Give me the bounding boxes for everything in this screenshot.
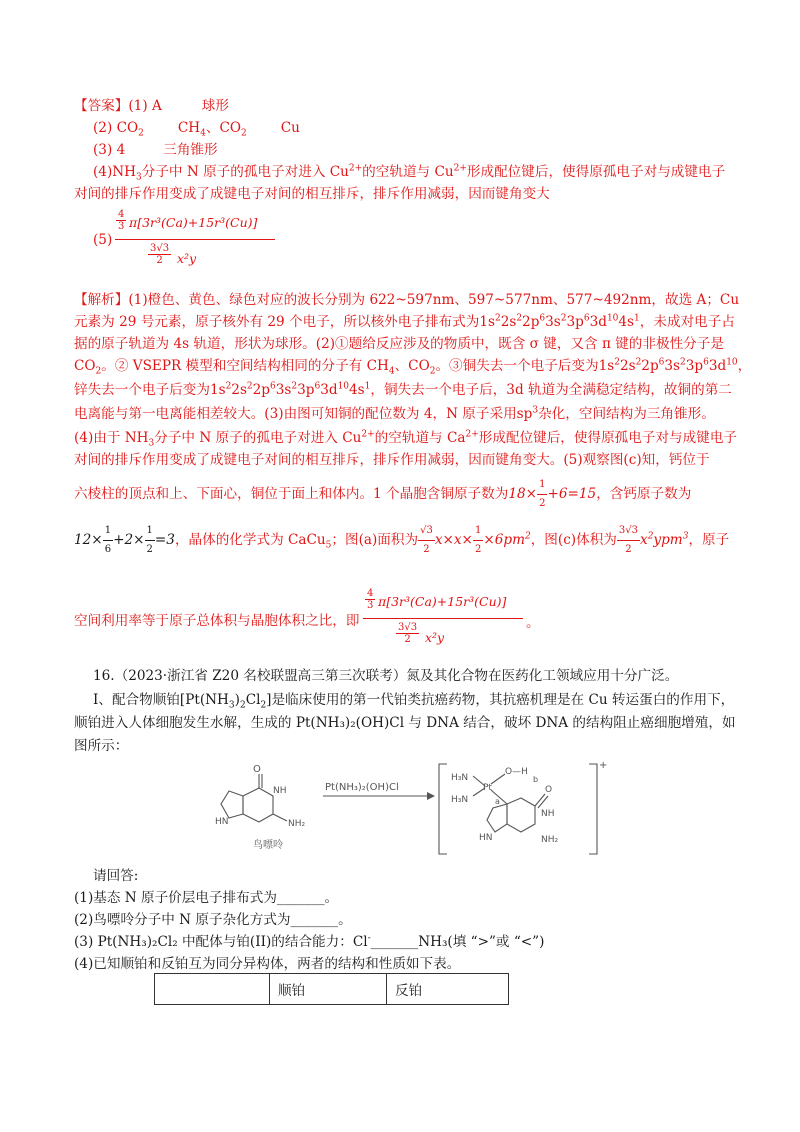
- answer-q4-p4: 形成配位键后，使得原孤电子对与成键电子: [466, 164, 726, 180]
- analysis-l3: 据的原子轨道为 4s 轨道，形状为球形。(2)①题给反应涉及的物质中，既含 σ 键，又含 π 键的非极性分子是: [74, 336, 724, 352]
- question16-s1-text: (1)基态 N 原子价层电子排布式为_______。: [74, 890, 339, 906]
- answer-q3-b: 三角锥形: [163, 142, 218, 158]
- svg-text:H₃N: H₃N: [451, 773, 469, 783]
- analysis-l8: 对间的排斥作用变成了成键电子对间的相互排斥，排斥作用减弱，因而键角变大。(5)观察图(c)知，钙位于: [74, 452, 710, 468]
- answer-q4-p2: 分子中 N 原子的孤电子对进入 Cu: [141, 164, 349, 180]
- analysis-ratio-denominator: x²y: [425, 630, 445, 645]
- question16-title-text: 16.（2023·浙江省 Z20 名校联盟高三第三次联考）氮及其化合物在医药化工领域应用十分广泛。: [93, 668, 679, 684]
- analysis-l4b: 。② VSEPR 模型和空间结构相同的分子有 CH: [101, 358, 389, 374]
- four-thirds-2: $\frac{4}{3}$: [367, 588, 374, 611]
- analysis-ratio-formula: [363, 584, 553, 654]
- answer-q5-label: (5): [93, 232, 113, 248]
- question16-p1b: ): [234, 692, 240, 708]
- analysis-l4d: 。③铜失去一个电子后变为: [435, 358, 599, 374]
- analysis-l1: (1)橙色、黄色、绿色对应的波长分别为 622~597nm、597~577nm、577~492nm，故选 A；Cu: [128, 292, 740, 308]
- left-bracket-icon: [439, 764, 447, 854]
- arrow-head-icon: [427, 792, 435, 800]
- svg-text:NH₂: NH₂: [541, 835, 559, 845]
- question16-ask-text: 请回答:: [93, 868, 139, 884]
- analysis-line-8: [74, 451, 734, 469]
- analysis-l10a: ，晶体的化学式为 CaCu: [174, 532, 326, 548]
- analysis-l10c: ，图(c)体积为: [530, 532, 617, 548]
- analysis-l4a: CO: [74, 358, 96, 374]
- answer-line-2: (2) $CO_2$ $CH_4$、$CO_2$ Cu: [93, 120, 300, 139]
- svg-text:HN: HN: [479, 833, 493, 843]
- answer-q3-a: (3) 4: [93, 142, 126, 158]
- analysis-label: 【解析】: [74, 292, 129, 308]
- analysis-l7b: 分子中 N 原子的孤电子对进入 Cu: [154, 430, 362, 446]
- analysis-line-4: $CO_2$。② VSEPR 模型和空间结构相同的分子有 $CH_4$、$CO_2$。③铜失去一个电子后变为$1s^22s^22p^63s^23p^63d^{10}$，: [74, 357, 752, 377]
- analysis-l11a: 空间利用率等于原子总体积与晶胞体积之比，即: [74, 613, 360, 629]
- svg-text:+: +: [599, 760, 608, 771]
- analysis-l11b: 。: [526, 615, 540, 631]
- answer-label: 【答案】: [74, 98, 129, 114]
- svg-text:O: O: [545, 785, 553, 795]
- answer-line-5: [74, 185, 734, 203]
- analysis-l4c: 、CO: [394, 358, 430, 374]
- guanine-structure: [221, 774, 287, 822]
- analysis-line-3: [74, 335, 734, 353]
- question16-ask: [93, 867, 753, 885]
- svg-text:HN: HN: [215, 817, 229, 827]
- four-thirds: $\frac{4}{3}$: [118, 209, 125, 232]
- isomer-table: [154, 973, 509, 1005]
- svg-text:H₃N: H₃N: [451, 795, 469, 805]
- question16-s3a: (3) Pt(NH₃)₂Cl₂ 中配体与铂(II)的结合能力：Cl: [74, 934, 368, 950]
- analysis-l2b: ，未成对电子占: [639, 314, 735, 330]
- question16-p1a: Ⅰ、配合物顺铂[Pt(NH: [93, 692, 229, 708]
- answer-q5-denominator: x²y: [177, 251, 197, 266]
- analysis-l6b: 杂化，空间结构为三角锥形。: [538, 406, 715, 422]
- answer-q1-choice: (1) A: [128, 98, 162, 114]
- analysis-l6a: 电离能与第一电离能相差较大。(3)由图可知铜的配位数为 4，N 原子采用: [74, 406, 517, 422]
- question16-s1: [74, 889, 734, 907]
- svg-text:b: b: [533, 775, 539, 784]
- answer-q2-b2: 、CO: [205, 120, 241, 136]
- analysis-l5b: ，铜失去一个电子后，3d 轨道为全满稳定结构，故铜的第二: [370, 382, 732, 398]
- table-header-cis: 顺铂: [270, 974, 387, 1005]
- question16-s4-text: (4)已知顺铂和反铂互为同分异构体，两者的结构和性质如下表。: [74, 956, 461, 972]
- question16-s4: [74, 955, 734, 973]
- answer-q2-c: Cu: [280, 120, 300, 136]
- answer-q4-line2: 对间的排斥作用变成了成键电子对间的相互排斥，排斥作用减弱，因而键角变大: [74, 186, 550, 202]
- question16-p1d: ]是临床使用的第一代铂类抗癌药物，其抗癌机理是在 Cu 转运蛋白的作用下，: [266, 692, 735, 708]
- analysis-l2a: 元素为 29 号元素，原子核外有 29 个电子，所以核外电子排布式为: [74, 314, 480, 330]
- analysis-line-2: 元素为 29 号元素，原子核外有 29 个电子，所以核外电子排布式为$1s^22s^22p^63s^23p^63d^{10}4s^1$，未成对电子占: [74, 313, 735, 330]
- table-row: [155, 974, 509, 1005]
- question16-s2-text: (2)鸟嘌呤分子中 N 原子杂化方式为_______。: [74, 912, 352, 928]
- analysis-l7a: (4)由于 NH: [74, 430, 149, 446]
- right-bracket-icon: [589, 764, 597, 854]
- question16-p1: Ⅰ、配合物顺铂$[Pt(NH_3)_2Cl_2]$是临床使用的第一代铂类抗癌药物，其抗癌机理是在 Cu 转运蛋白的作用下，: [93, 692, 735, 711]
- question16-p1c: Cl: [245, 692, 261, 708]
- answer-q4-p1: (4)NH: [93, 164, 137, 180]
- svg-text:O—H: O—H: [505, 767, 528, 777]
- question16-title: [93, 667, 753, 685]
- answer-line-1: [74, 97, 734, 115]
- analysis-l7c: 的空轨道与 Ca: [374, 430, 466, 446]
- answer-q1-shape: 球形: [201, 98, 229, 114]
- answer-q2-b: CH: [177, 120, 201, 136]
- analysis-line-5: 锌失去一个电子后变为$1s^22s^22p^63s^23p^63d^{10}4s^1$，铜失去一个电子后，3d 轨道为全满稳定结构，故铜的第二: [74, 381, 732, 398]
- guanine-imidazole-ring: [221, 791, 243, 818]
- analysis-line-7: (4)由于 $NH_3$分子中 N 原子的孤电子对进入 $Cu^{2+}$的空轨道与 $Ca^{2+}$形成配位键后，使得原孤电子对与成键电子: [74, 429, 738, 449]
- answer-q5-fraction-bar: [115, 239, 275, 240]
- table-header-trans: 反铂: [387, 974, 509, 1005]
- analysis-line-6: 电离能与第一电离能相差较大。(3)由图可知铜的配位数为 4，N 原子采用$sp^3$杂化，空间结构为三角锥形。: [74, 405, 715, 422]
- analysis-line-10: 12× $\frac{1}{6}$ +2× $\frac{1}{2}$ =3，晶体的化学式为 CaCu$_5$；图(a)面积为 $\frac{√3}{2}$ x×x× $\frac{1}{2}$ $\times 6pm^2$，图(c)体积为 $\frac{3√3}{2}$ $x^2ypm^3$，原子: [74, 522, 734, 554]
- answer-q4-p3: 的空轨道与 Cu: [362, 164, 454, 180]
- guanine-label: 鸟嘌呤: [253, 840, 283, 851]
- question16-p3: [74, 737, 734, 755]
- three-root-three-over-two: $\frac{3√3}{2}$: [150, 243, 170, 266]
- analysis-l7d: 形成配位键后，使得原孤电子对与成键电子: [478, 430, 738, 446]
- analysis-l10b: ；图(a)面积为: [331, 532, 419, 548]
- analysis-ratio-numerator: π[3r³(Ca)+15r³(Cu)]: [378, 594, 507, 609]
- analysis-l10d: ，原子: [688, 532, 730, 548]
- guanine-pyrimidine-ring: [243, 788, 273, 822]
- answer-q5-formula: [93, 205, 293, 275]
- reagent-label: Pt(NH₃)₂(OH)Cl: [325, 782, 399, 793]
- answer-q2-a: (2) CO: [93, 120, 139, 136]
- svg-text:NH: NH: [541, 809, 555, 819]
- question16-s2: [74, 911, 734, 929]
- analysis-l9a: 六棱柱的顶点和上、下面心，铜位于面上和体内。1 个晶胞含铜原子数为: [74, 486, 509, 502]
- analysis-line-9: 六棱柱的顶点和上、下面心，铜位于面上和体内。1 个晶胞含铜原子数为18× $\frac{1}{2}$ +6=15，含钙原子数为: [74, 476, 734, 506]
- svg-text:a: a: [495, 797, 500, 806]
- analysis-l9b: ，含钙原子数为: [596, 486, 692, 502]
- answer-line-3: [93, 141, 753, 159]
- three-root-three-over-two-2: $\frac{3√3}{2}$: [398, 622, 418, 645]
- question16-p3-text: 图所示：: [74, 738, 129, 754]
- product-pyrimidine-ring: [507, 798, 535, 832]
- question16-s3b: _______NH₃(填 “>”或 “<”): [370, 934, 545, 950]
- reaction-scheme: [215, 758, 608, 858]
- question16-p2: [74, 714, 734, 732]
- svg-text:Pt: Pt: [483, 783, 492, 793]
- question16-s3: (3) Pt(NH₃)₂Cl₂ 中配体与铂(II)的结合能力：Cl-_______NH₃(填 “>”或 “<”): [74, 933, 545, 950]
- question16-p2-text: 顺铂进入人体细胞发生水解，生成的 Pt(NH₃)₂(OH)Cl 与 DNA 结合，破坏 DNA 的结构阻止癌细胞增殖，如: [74, 715, 736, 731]
- svg-text:NH₂: NH₂: [288, 819, 306, 829]
- svg-text:O: O: [253, 764, 261, 775]
- answer-line-4: $(4)NH_3$分子中 N 原子的孤电子对进入 $Cu^{2+}$的空轨道与 $Cu^{2+}$形成配位键后，使得原孤电子对与成键电子: [93, 163, 726, 183]
- table-header-empty: [155, 974, 270, 1005]
- answer-q5-numerator: π[3r³(Ca)+15r³(Cu)]: [129, 215, 258, 230]
- analysis-l5a: 锌失去一个电子后变为: [74, 382, 210, 398]
- svg-text:NH: NH: [273, 786, 287, 796]
- analysis-ratio-bar: [363, 618, 523, 619]
- analysis-line-1: [74, 291, 740, 309]
